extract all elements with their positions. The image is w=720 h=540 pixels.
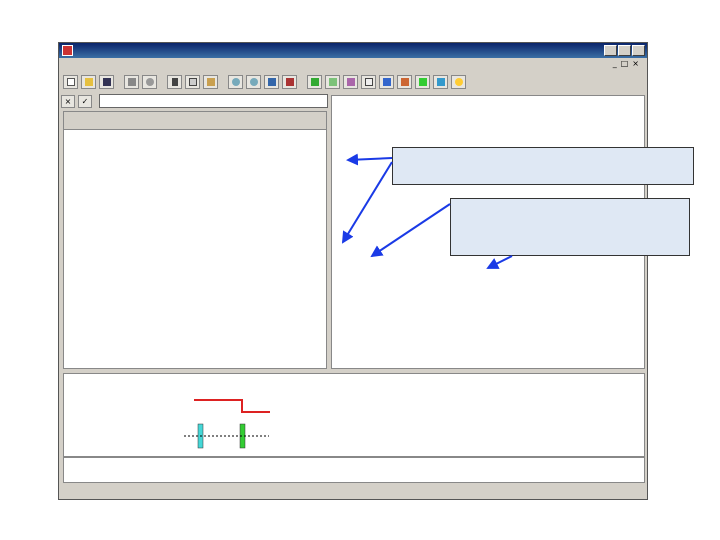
legend-swatches [64, 374, 276, 456]
minimize-button[interactable] [604, 45, 617, 56]
help-icon[interactable] [451, 75, 466, 89]
new-file-icon[interactable] [63, 75, 78, 89]
cancel-edit-icon[interactable]: × [61, 95, 75, 108]
filter-icon[interactable] [264, 75, 279, 89]
schedule-icon[interactable] [433, 75, 448, 89]
save-icon[interactable] [99, 75, 114, 89]
copy-icon[interactable] [185, 75, 200, 89]
menu-bar [59, 59, 647, 72]
cut-icon[interactable] [167, 75, 182, 89]
resource-values-table [63, 457, 645, 483]
sort-icon[interactable] [282, 75, 297, 89]
window-titlebar [59, 43, 647, 58]
table-header [64, 112, 326, 130]
resource-icon[interactable] [343, 75, 358, 89]
close-button[interactable] [632, 45, 645, 56]
print-preview-icon[interactable] [142, 75, 157, 89]
cell-edit-input[interactable] [99, 94, 328, 108]
barchart-icon[interactable] [379, 75, 394, 89]
zoom-out-icon[interactable] [246, 75, 261, 89]
accept-edit-icon[interactable]: ✓ [78, 95, 92, 108]
mdi-controls[interactable]: _□× [612, 59, 643, 68]
annotation-early-dates [392, 147, 694, 185]
toolbar [61, 73, 645, 91]
status-bar [59, 484, 647, 499]
open-folder-icon[interactable] [81, 75, 96, 89]
unlink-icon[interactable] [325, 75, 340, 89]
gantt-icon[interactable] [415, 75, 430, 89]
app-icon [62, 45, 73, 56]
link-icon[interactable] [307, 75, 322, 89]
histogram-legend [64, 374, 276, 456]
app-window [58, 42, 648, 500]
zoom-in-icon[interactable] [228, 75, 243, 89]
histogram-plot[interactable] [334, 374, 644, 456]
activity-table [63, 111, 327, 369]
calendar-icon[interactable] [361, 75, 376, 89]
maximize-button[interactable] [618, 45, 631, 56]
print-icon[interactable] [124, 75, 139, 89]
paste-icon[interactable] [203, 75, 218, 89]
annotation-resource-plan [450, 198, 690, 256]
resource-histogram [63, 373, 645, 457]
network-icon[interactable] [397, 75, 412, 89]
